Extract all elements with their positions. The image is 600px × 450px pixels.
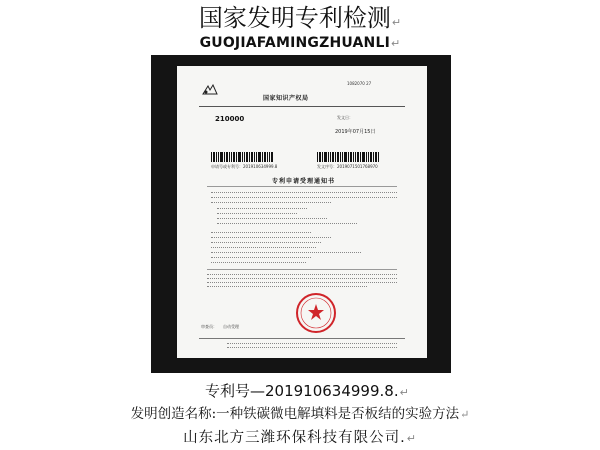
barcode-right (317, 152, 380, 162)
header-rule (199, 106, 405, 107)
company-name (0, 429, 600, 448)
line-break-mark: ↵ (391, 16, 402, 29)
office-emblem-icon (201, 84, 219, 96)
notice-title: 专利申请受理通知书 (272, 178, 336, 185)
postcode: 210000 (215, 115, 245, 123)
top-code: 1082070 27 (347, 81, 372, 86)
page-subtitle (0, 34, 600, 53)
patent-number (205, 382, 409, 402)
title-text: 国家发明专利检测 (198, 4, 391, 32)
examiner-value: 自动受理 (223, 324, 239, 329)
patent-number-text: 专利号—201910634999.8. (205, 382, 399, 400)
serial-number-line: 发文序号：2019071501768970 (317, 164, 378, 169)
office-name: 国家知识产权局 (263, 95, 309, 102)
subtitle-text: GUOJIAFAMINGZHUANLI (199, 35, 391, 51)
application-number-line: 申请号或专利号：201910634999.8 (211, 164, 278, 169)
date-label: 发文日： (337, 115, 353, 120)
line-break-mark: ↵ (406, 432, 417, 445)
official-seal-icon (295, 292, 337, 334)
title-rule (207, 186, 397, 187)
examiner-label: 审查员： (201, 324, 217, 329)
barcode-left (211, 152, 274, 162)
invention-name (0, 405, 600, 424)
footer-rule (199, 338, 405, 339)
page-title (0, 4, 600, 37)
notice-document (177, 66, 427, 358)
line-break-mark: ↵ (460, 408, 470, 421)
invention-name-text: 发明创造名称:一种铁碳微电解填料是否板结的实验方法 (130, 406, 460, 422)
company-name-text: 山东北方三潍环保科技有限公司. (183, 430, 406, 446)
line-break-mark: ↵ (391, 37, 401, 50)
date-value: 2019年07月15日 (335, 129, 376, 135)
line-break-mark: ↵ (399, 386, 409, 399)
